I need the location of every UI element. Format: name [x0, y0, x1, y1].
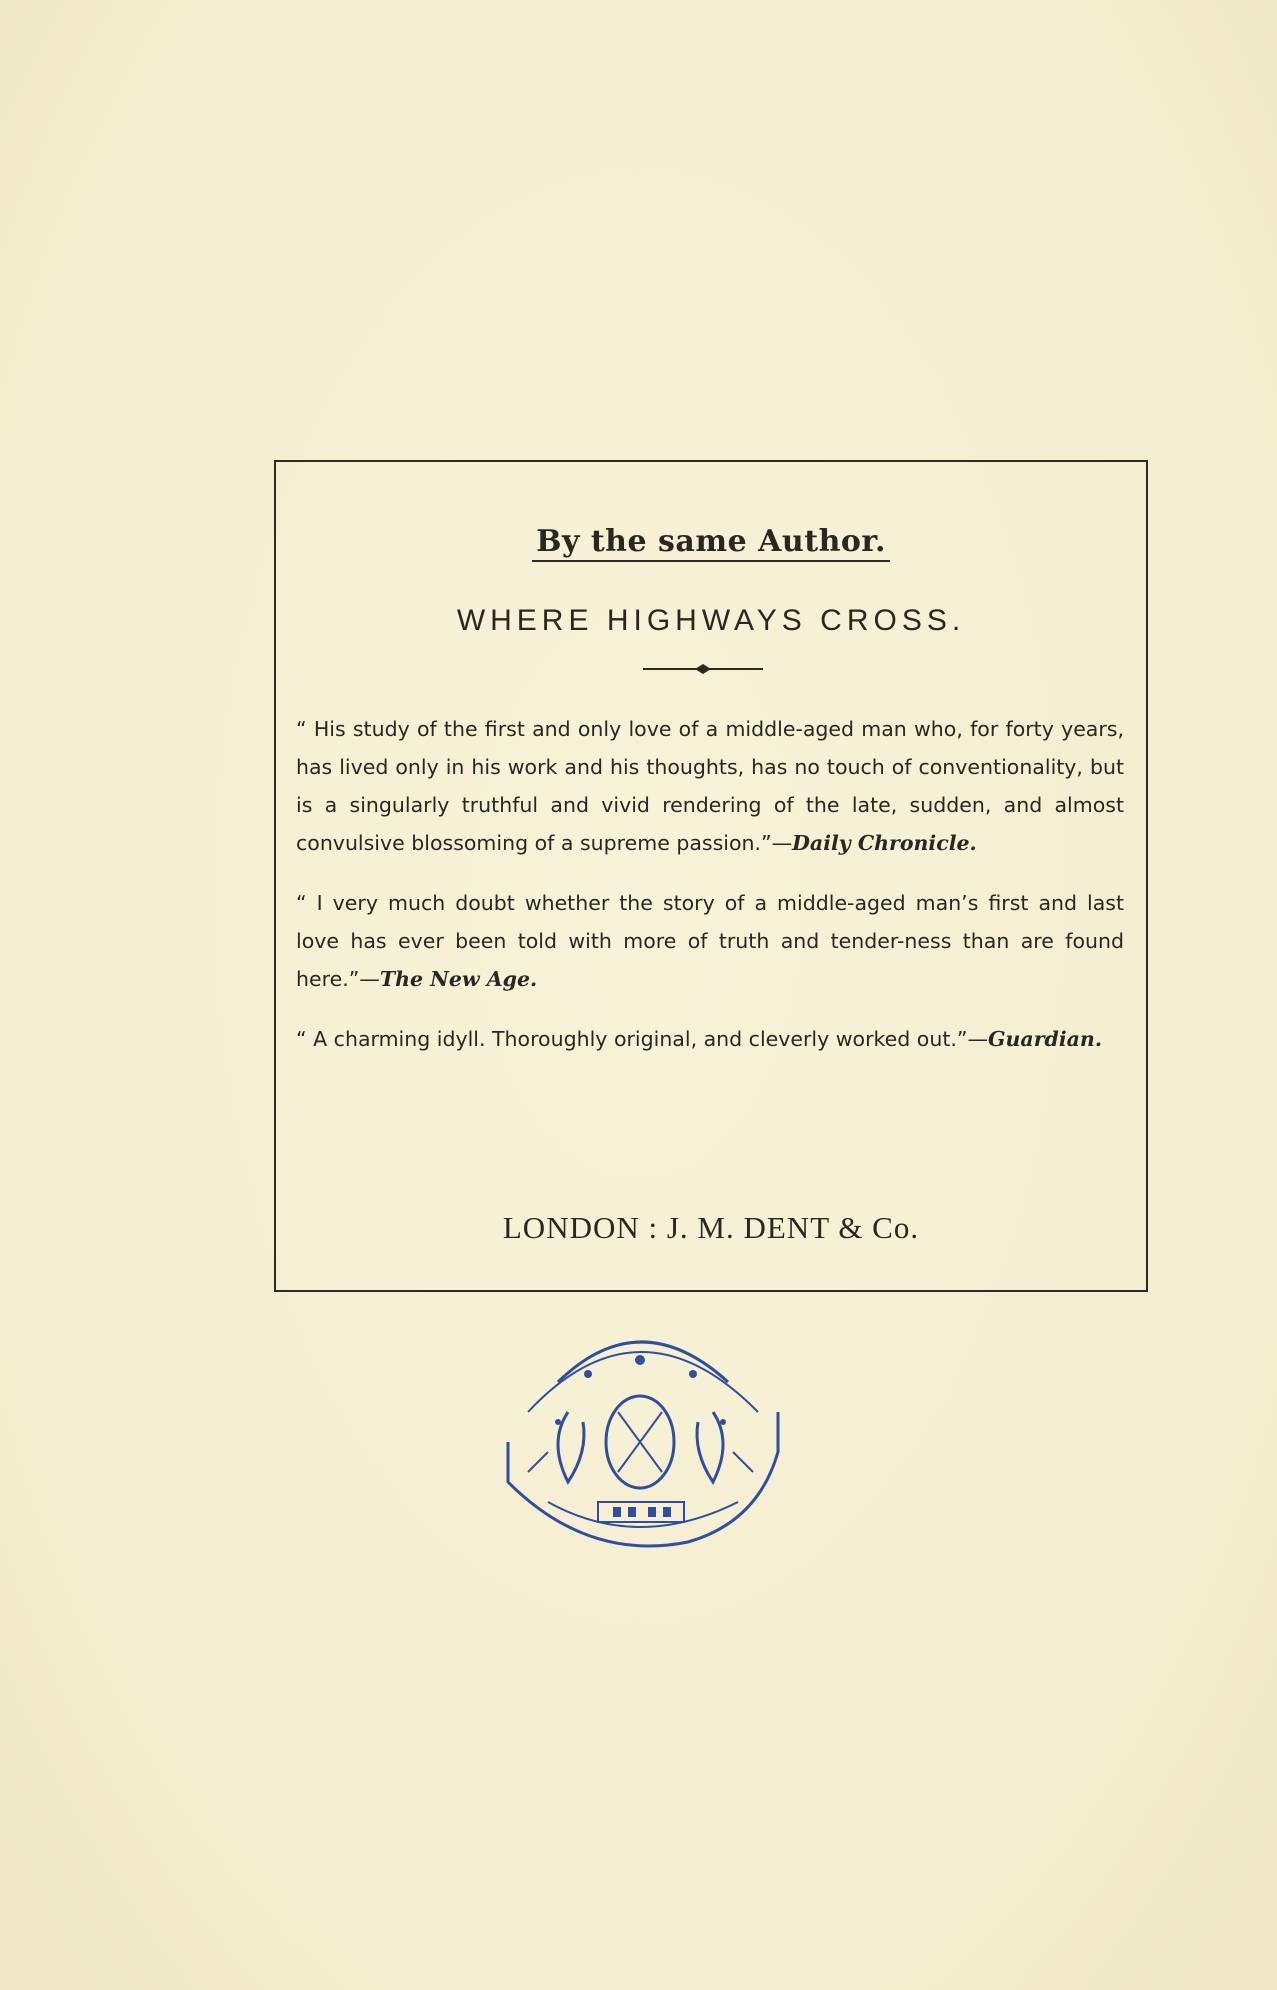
- reviews: [296, 710, 1124, 1080]
- review-3-quote: “ A charming idyll. Thoroughly original, and cleverly worked out.”—: [296, 1027, 989, 1051]
- library-stamp-icon: [488, 1302, 792, 1556]
- book-title: WHERE HIGHWAYS CROSS.: [456, 604, 966, 637]
- review-2-source: The New Age.: [379, 967, 538, 991]
- heading-text: By the same Author.: [532, 524, 890, 562]
- review-3: [296, 1020, 1124, 1058]
- review-2-quote: “ I very much doubt whether the story of a middle-aged man’s first and last love has ever been told with more of truth and tender-ness than are found here.”—: [296, 891, 1124, 991]
- advertisement-box: [274, 460, 1148, 1292]
- publisher-imprint: LONDON : J. M. DENT & Co.: [502, 1210, 920, 1245]
- review-1: [296, 710, 1124, 862]
- heading: [276, 524, 1146, 559]
- review-2: [296, 884, 1124, 998]
- ornament-rule-icon: [641, 662, 765, 676]
- review-1-source: Daily Chronicle.: [792, 831, 977, 855]
- review-1-quote: “ His study of the first and only love of a middle-aged man who, for forty years, has lived only in his work and his thoughts, has no touch of conventionality, but is a singularly truthful and vivid rendering of the late, sudden, and almost convulsive blossoming of a supreme passion.”—: [296, 717, 1124, 855]
- review-3-source: Guardian.: [988, 1027, 1102, 1051]
